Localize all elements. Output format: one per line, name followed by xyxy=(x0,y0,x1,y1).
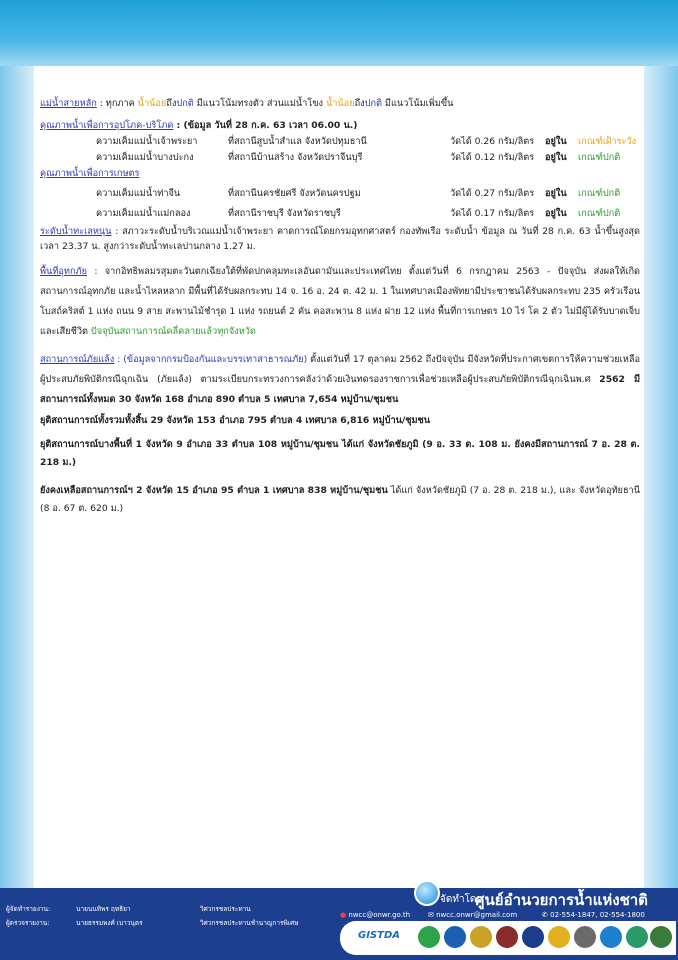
partner-logo-icon xyxy=(600,926,622,948)
mail-icon: ✉ xyxy=(428,911,434,919)
drought-label: สถานการณ์ภัยแล้ง xyxy=(40,354,115,365)
partner-logo-icon xyxy=(522,926,544,948)
report-content xyxy=(40,96,640,518)
website-contact[interactable]: ● nwcc@onwr.go.th xyxy=(340,911,411,919)
header-band xyxy=(0,0,678,66)
sea-level-paragraph: ระดับน้ำทะเลหนุน : สภาวะระดับน้ำบริเวณแม่น้ำเจ้าพระยา คาดการณ์โดยกรมอุทกศาสตร์ กองทัพเรือ ระดับน้ำ ข้อมูล ณ วันที่ 28 ก.ค. 63 น้ำขึ้นสูงสุด เวลา 23.37 น. สูงกว่าระดับน้ำทะเลปานกลาง 1.27 ม. xyxy=(40,226,640,252)
made-by-label: ผู้จัดทำรายงาน: xyxy=(6,905,51,913)
phone-icon: ✆ xyxy=(542,911,548,919)
partner-logo-icon xyxy=(496,926,518,948)
salinity-row: ความเค็มแม่น้ำเจ้าพระยา ที่สถานีสูบน้ำสำแล จังหวัดปทุมธานี วัดได้ 0.26 กรัม/ลิตร อยู่ใน เกณฑ์เฝ้าระวัง xyxy=(96,136,637,147)
gistda-logo: GISTDA xyxy=(358,930,400,941)
organization-name: ศูนย์อำนวยการน้ำแห่งชาติ xyxy=(475,891,648,909)
made-by-role: วิศวกรชลประทาน xyxy=(200,905,251,913)
checked-by-name: นายธรรมพงศ์ เบาวนุตร xyxy=(76,919,143,927)
consumption-quality-heading: คุณภาพน้ำเพื่อการอุปโภค-บริโภค : (ข้อมูล วันที่ 28 ก.ค. 63 เวลา 06.00 น.) xyxy=(40,120,358,131)
main-river-label: แม่น้ำสายหลัก xyxy=(40,98,97,109)
phone-contact[interactable]: ✆ 02-554-1847, 02-554-1800 xyxy=(542,911,645,919)
partner-logo-icon xyxy=(470,926,492,948)
agriculture-quality-title: คุณภาพน้ำเพื่อการเกษตร xyxy=(40,168,140,179)
main-river-line: แม่น้ำสายหลัก : ทุกภาค น้ำน้อยถึงปกติ มีแนวโน้มทรงตัว ส่วนแม่น้ำโขง น้ำน้อยถึงปกติ มีแนวโน้มเพิ่มขึ้น xyxy=(40,98,454,109)
consumption-quality-title: คุณภาพน้ำเพื่อการอุปโภค-บริโภค xyxy=(40,120,174,131)
globe-icon: ● xyxy=(340,911,347,919)
drought-ended-partial: ยุติสถานการณ์บางพื้นที่ 1 จังหวัด 9 อำเภอ 33 ตำบล 108 หมู่บ้าน/ชุมชน ได้แก่ จังหวัดชัยภูมิ (9 อ. 33 ต. 108 ม. ยังคงมีสถานการณ์ 7 อ. 28 ต. 218 ม.) xyxy=(40,439,640,468)
partner-logos xyxy=(340,921,676,955)
checked-by-role: วิศวกรชลประทานชำนาญการพิเศษ xyxy=(200,919,299,927)
left-border xyxy=(0,66,34,888)
flood-paragraph: พื้นที่อุทกภัย : จากอิทธิพลมรสุมตะวันตกเฉียงใต้ที่พัดปกคลุมทะเลอันดามันและประเทศไทย ตั้งแต่วันที่ 6 กรกฎาคม 2563 - ปัจจุบัน ส่งผลให้เกิดสถานการณ์อุทกภัย และน้ำไหลหลาก มีพื้นที่ได้รับผลกระทบ 14 จ. 16 อ. 24 ต. 42 ม. 1 ในเทศบาลเมืองพัทยามีประชาชนได้รับผลกระทบ 235 ครัวเรือน โบสถ์คริสต์ 1 แห่ง ถนน 9 สาย สะพานไม้ชำรุด 1 แห่ง รถยนต์ 2 คัน คอสะพาน 8 แห่ง ฝาย 12 แห่ง พื้นที่การเกษตร 10 ไร่ โค 2 ตัว ไม่มีผู้ได้รับบาดเจ็บและเสียชีวิต ปัจจุบันสถานการณ์คลี่คลายแล้วทุกจังหวัด xyxy=(40,266,640,337)
salinity-row: ความเค็มแม่น้ำท่าจีน ที่สถานีนครชัยศรี จังหวัดนครปฐม วัดได้ 0.27 กรัม/ลิตร อยู่ใน เกณฑ์ปกติ xyxy=(96,188,621,199)
agriculture-quality-heading xyxy=(40,166,640,182)
flood-label: พื้นที่อุทกภัย xyxy=(40,266,87,277)
checked-by-label: ผู้ตรวจรายงาน: xyxy=(6,919,50,927)
right-border xyxy=(644,66,678,888)
water-drop-logo-icon xyxy=(414,880,440,906)
partner-logo-icon xyxy=(444,926,466,948)
partner-logo-icon xyxy=(626,926,648,948)
partner-logo-icon xyxy=(574,926,596,948)
partner-logo-icon xyxy=(418,926,440,948)
partner-logo-icon xyxy=(650,926,672,948)
partner-logo-icon xyxy=(548,926,570,948)
salinity-row: ความเค็มแม่น้ำบางปะกง ที่สถานีบ้านสร้าง จังหวัดปราจีนบุรี วัดได้ 0.12 กรัม/ลิตร อยู่ใน เกณฑ์ปกติ xyxy=(96,152,621,163)
prepared-by-prefix: จัดทำโดย : xyxy=(440,894,489,905)
salinity-row: ความเค็มแม่น้ำแม่กลอง ที่สถานีราชบุรี จังหวัดราชบุรี วัดได้ 0.17 กรัม/ลิตร อยู่ใน เกณฑ์ปกติ xyxy=(96,208,621,219)
drought-remaining: ยังคงเหลือสถานการณ์ฯ 2 จังหวัด 15 อำเภอ 95 ตำบล 1 เทศบาล 838 หมู่บ้าน/ชุมชน ได้แก่ จังหวัดชัยภูมิ (7 อ. 28 ต. 218 ม.), และ จังหวัดอุทัยธานี (8 อ. 67 ต. 620 ม.) xyxy=(40,485,640,514)
drought-ended-all: ยุติสถานการณ์ทั้งรวมทั้งสิ้น 29 จังหวัด 153 อำเภอ 795 ตำบล 4 เทศบาล 6,816 หมู่บ้าน/ชุมชน xyxy=(40,415,431,426)
sea-level-label: ระดับน้ำทะเลหนุน xyxy=(40,226,112,237)
drought-paragraph: สถานการณ์ภัยแล้ง : (ข้อมูลจากกรมป้องกันและบรรเทาสาธารณภัย) ตั้งแต่วันที่ 17 ตุลาคม 2562 ถึงปัจจุบัน มีจังหวัดที่ประกาศเขตการให้ความช่วยเหลือผู้ประสบภัยพิบัติกรณีฉุกเฉิน (ภัยแล้ง) ตามระเบียบกระทรวงการคลังว่าด้วยเงินทดรองราชการเพื่อช่วยเหลือผู้ประสบภัยพิบัติกรณีฉุกเฉินพ.ศ 2562 มีสถานการณ์ทั้งหมด 30 จังหวัด 168 อำเภอ 890 ตำบล 5 เทศบาล 7,654 หมู่บ้าน/ชุมชน xyxy=(40,354,641,405)
email-contact[interactable]: ✉ nwcc.onwr@gmail.com xyxy=(428,911,518,919)
made-by-name: นายนนทิพร ฤทธิยา xyxy=(76,905,131,913)
